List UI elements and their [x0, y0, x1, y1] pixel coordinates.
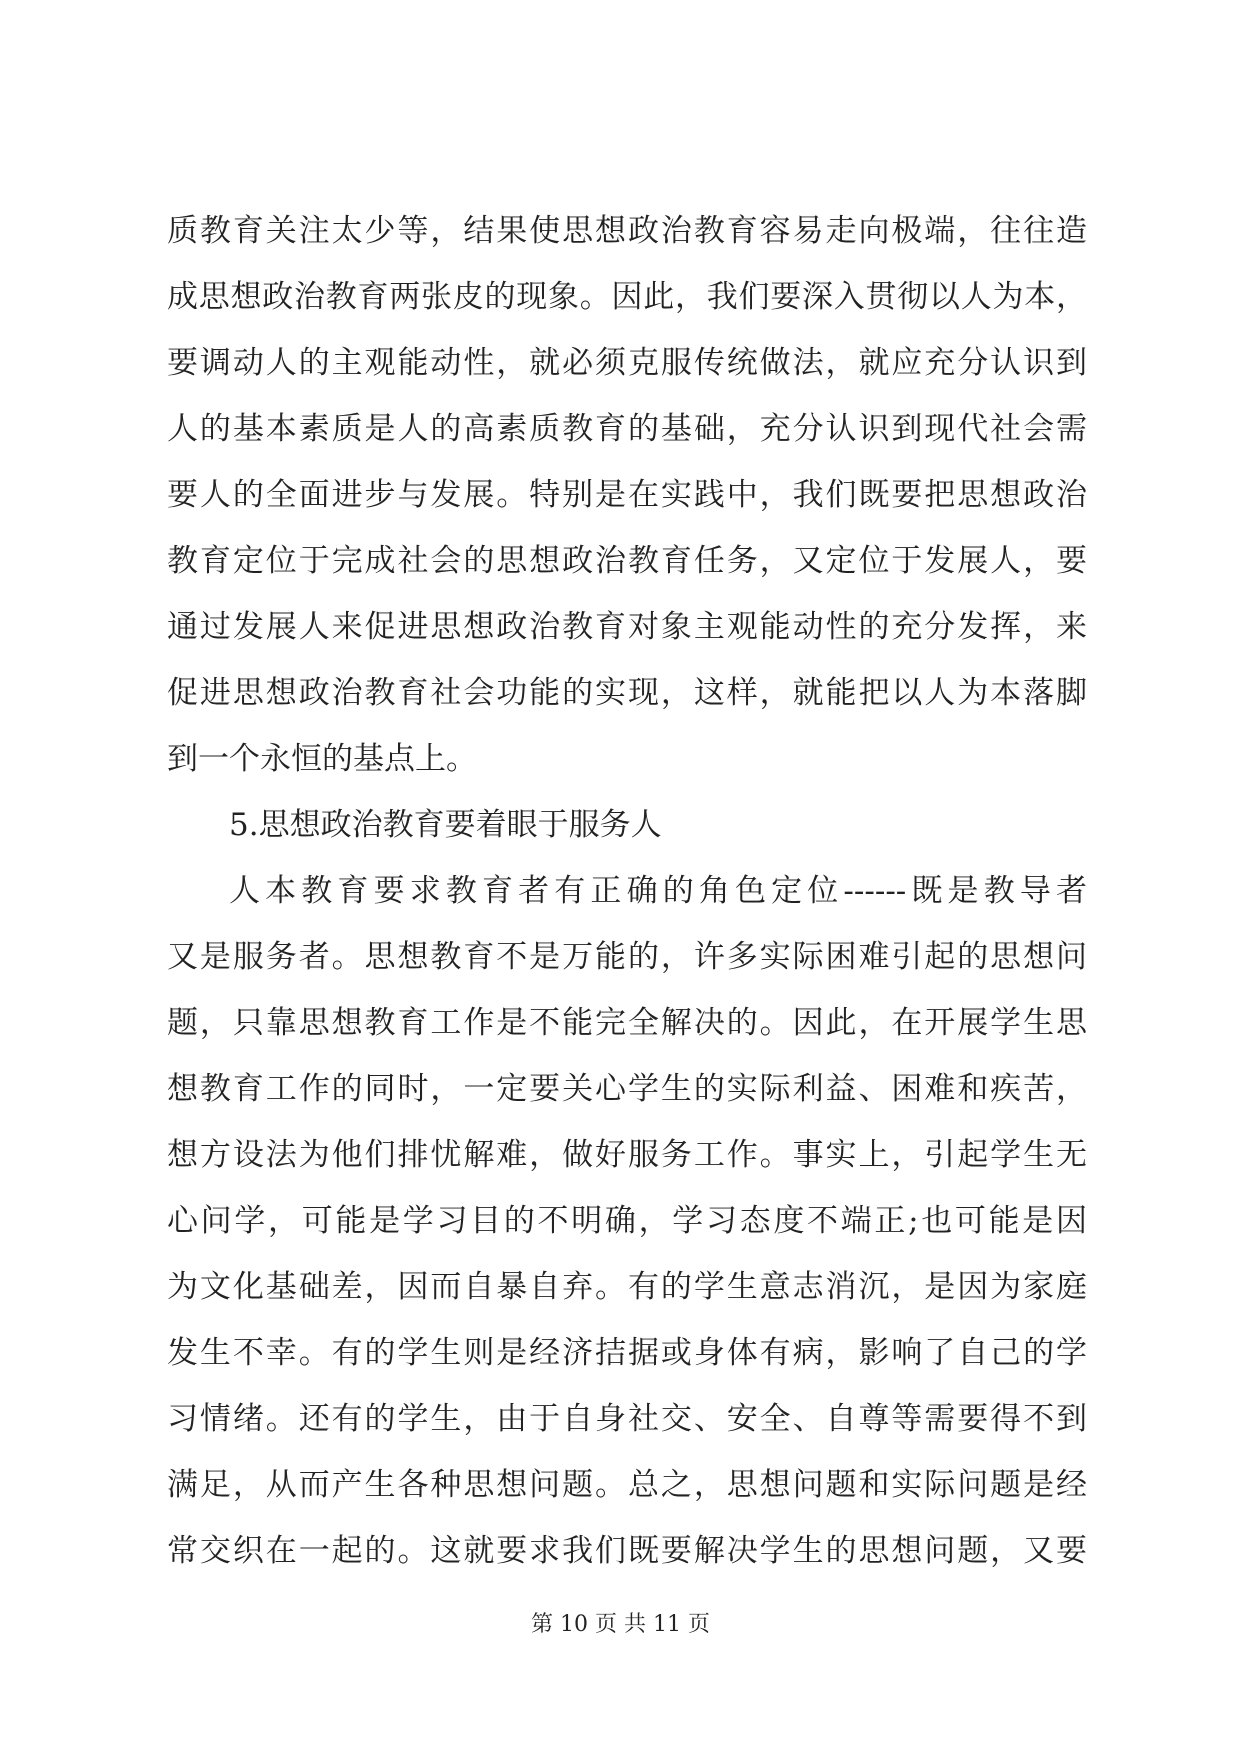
body-line: 质教育关注太少等，结果使思想政治教育容易走向极端，往往造	[167, 213, 1087, 249]
body-line: 习情绪。还有的学生，由于自身社交、安全、自尊等需要得不到	[167, 1401, 1087, 1437]
body-line: 满足，从而产生各种思想问题。总之，思想问题和实际问题是经	[167, 1467, 1087, 1503]
body-line: 题，只靠思想教育工作是不能完全解决的。因此，在开展学生思	[167, 1005, 1087, 1041]
body-line: 教育定位于完成社会的思想政治教育任务，又定位于发展人，要	[167, 543, 1087, 579]
body-line: 发生不幸。有的学生则是经济拮据或身体有病，影响了自己的学	[167, 1335, 1087, 1371]
paragraph-first-line: 人本教育要求教育者有正确的角色定位------既是教导者	[229, 873, 1087, 909]
body-line: 人的基本素质是人的高素质教育的基础，充分认识到现代社会需	[167, 411, 1087, 447]
body-line: 想方设法为他们排忧解难，做好服务工作。事实上，引起学生无	[167, 1137, 1087, 1173]
body-line: 到一个永恒的基点上。	[167, 741, 477, 777]
body-line: 心问学，可能是学习目的不明确，学习态度不端正;也可能是因	[167, 1203, 1087, 1239]
body-line: 想教育工作的同时，一定要关心学生的实际利益、困难和疾苦，	[167, 1071, 1087, 1107]
body-line: 为文化基础差，因而自暴自弃。有的学生意志消沉，是因为家庭	[167, 1269, 1087, 1305]
section-heading: 5.思想政治教育要着眼于服务人	[229, 807, 662, 843]
body-line: 要调动人的主观能动性，就必须克服传统做法，就应充分认识到	[167, 345, 1087, 381]
body-line: 通过发展人来促进思想政治教育对象主观能动性的充分发挥，来	[167, 609, 1087, 645]
body-line: 促进思想政治教育社会功能的实现，这样，就能把以人为本落脚	[167, 675, 1087, 711]
page-number: 第 10 页 共 11 页	[531, 1612, 710, 1637]
body-line: 又是服务者。思想教育不是万能的，许多实际困难引起的思想问	[167, 939, 1087, 975]
body-line: 常交织在一起的。这就要求我们既要解决学生的思想问题，又要	[167, 1533, 1087, 1569]
body-line: 成思想政治教育两张皮的现象。因此，我们要深入贯彻以人为本，	[167, 279, 1087, 315]
body-line: 要人的全面进步与发展。特别是在实践中，我们既要把思想政治	[167, 477, 1087, 513]
